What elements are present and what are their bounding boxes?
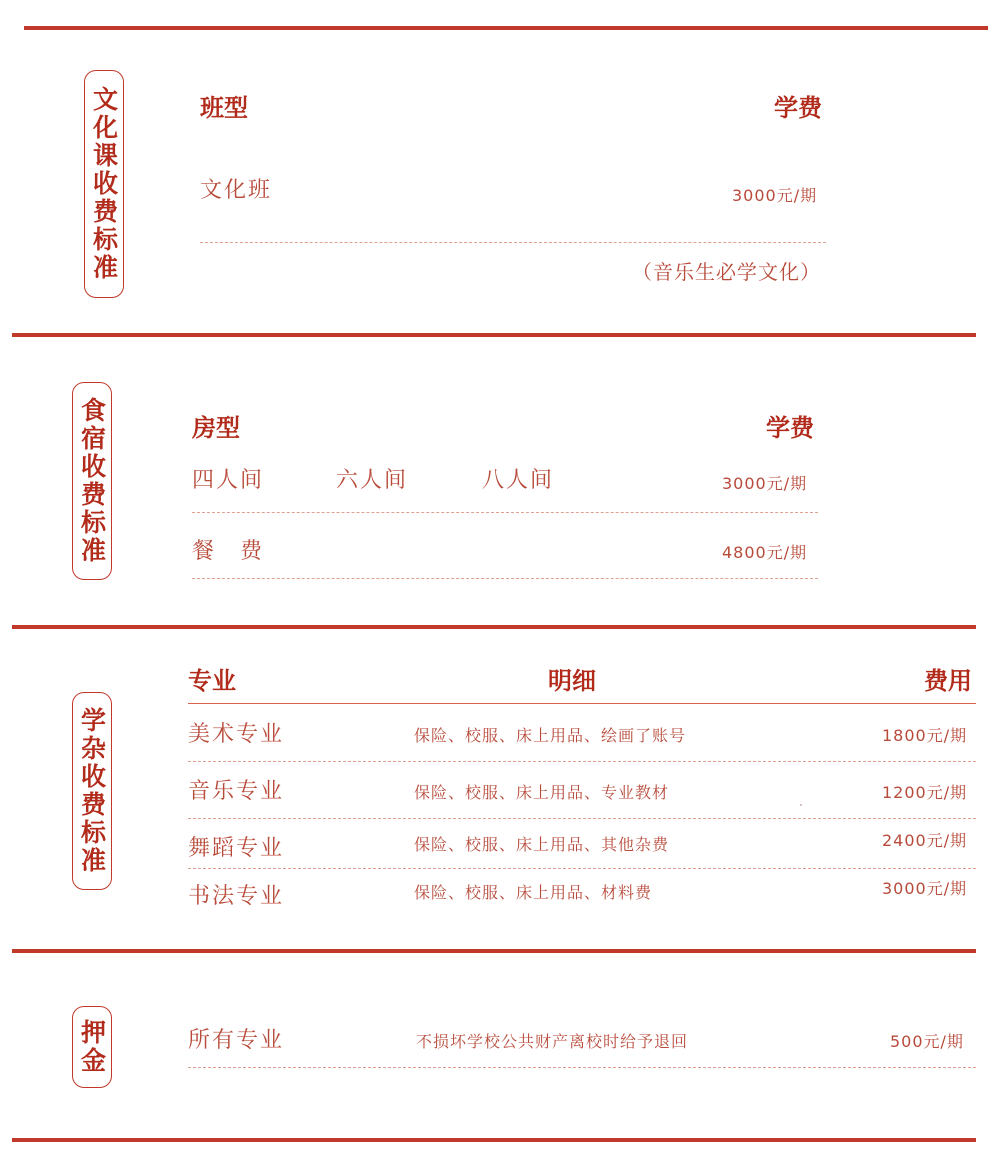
column-header-details: 明细 [548,667,596,695]
section-divider-bottom [12,1138,976,1142]
column-header-room-type: 房型 [192,414,240,442]
fee-detail: 保险、校服、床上用品、专业教材 [414,783,670,802]
section-divider-top [24,26,988,30]
row-divider [188,818,976,819]
major-name: 美术专业 [188,722,285,747]
section-divider-1 [12,333,976,337]
class-name: 文化班 [200,178,273,203]
stray-dot [800,804,802,806]
fee-detail: 保险、校服、床上用品、材料费 [414,883,653,902]
deposit-price: 500元/期 [890,1032,964,1051]
fee-detail: 保险、校服、床上用品、其他杂费 [414,835,670,854]
room-type-8: 八人间 [482,468,555,493]
room-type-4: 四人间 [192,468,265,493]
major-name: 音乐专业 [188,779,285,804]
row-divider [192,512,818,513]
major-name: 所有专业 [188,1028,285,1053]
section-label-deposit: 押金 [72,1006,112,1088]
fee-price: 1200元/期 [882,783,968,802]
room-type-6: 六人间 [336,468,409,493]
major-name: 舞蹈专业 [188,836,285,861]
row-divider [192,578,818,579]
row-divider [200,242,826,243]
column-header-cost: 费用 [924,667,972,695]
section-label-misc: 学杂收费标准 [72,692,112,890]
section-divider-2 [12,625,976,629]
column-header-class-type: 班型 [200,94,248,122]
column-header-major: 专业 [188,667,236,695]
deposit-detail: 不损坏学校公共财产离校时给予退回 [416,1032,689,1051]
fee-price: 3000元/期 [882,879,968,898]
fee-detail: 保险、校服、床上用品、绘画了账号 [414,726,687,745]
section-divider-3 [12,949,976,953]
meal-price: 4800元/期 [722,543,808,562]
meal-label: 餐 费 [192,539,265,564]
class-price: 3000元/期 [732,186,818,205]
major-name: 书法专业 [188,884,285,909]
column-header-tuition: 学费 [774,94,822,122]
section-label-boarding: 食宿收费标准 [72,382,112,580]
header-underline [188,703,976,704]
row-divider [188,761,976,762]
row-divider [188,868,976,869]
fee-price: 1800元/期 [882,726,968,745]
column-header-fee: 学费 [766,414,814,442]
note-text: （音乐生必学文化） [632,260,821,284]
row-divider [188,1067,976,1068]
section-label-tuition: 文化课收费标准 [84,70,124,298]
fee-price: 2400元/期 [882,831,968,850]
room-price: 3000元/期 [722,474,808,493]
